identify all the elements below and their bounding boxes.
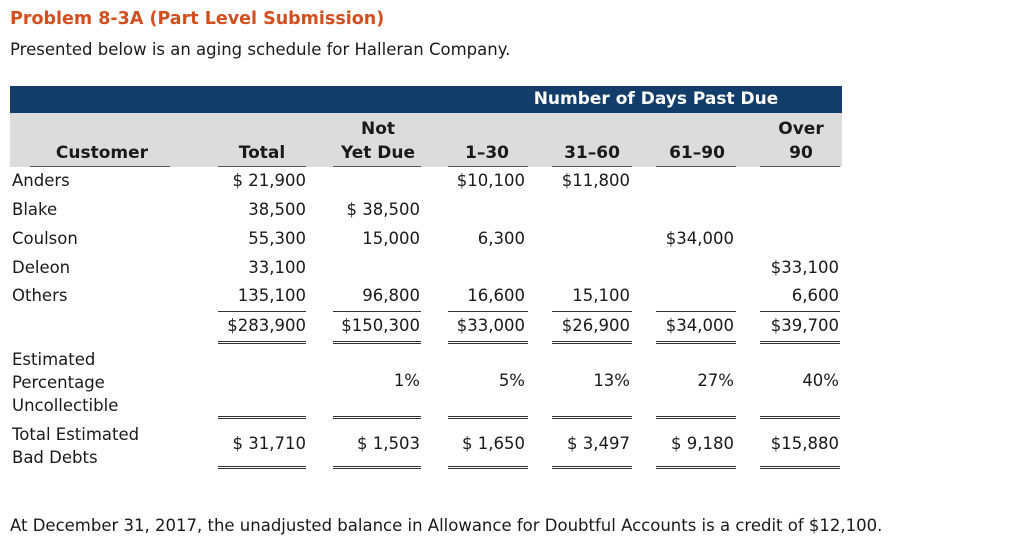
bad-debts-over-90: $15,880 <box>770 434 839 453</box>
row-customer: Others <box>12 286 68 305</box>
header-total: Total <box>238 143 286 163</box>
bad-debts-bottom-rule <box>656 466 736 469</box>
header-underline-1-30 <box>448 166 528 167</box>
banner-label: Number of Days Past Due <box>533 89 779 109</box>
subtotal-rule <box>448 311 528 312</box>
bad-debts-top-rule <box>333 416 421 419</box>
row-total: $ 21,900 <box>232 171 306 190</box>
row-customer: Coulson <box>12 229 78 248</box>
row-customer: Deleon <box>12 258 71 277</box>
problem-title: Problem 8-3A (Part Level Submission) <box>10 9 385 29</box>
totals-total: $283,900 <box>227 316 306 335</box>
header-over-line1: Over <box>778 119 824 139</box>
row-total: 135,100 <box>237 286 306 305</box>
subtotal-rule <box>760 311 840 312</box>
bad-debts-top-rule <box>760 416 840 419</box>
totals-double-rule <box>448 341 528 344</box>
header-underline-31-60 <box>552 166 632 167</box>
bad-debts-top-rule <box>656 416 736 419</box>
estimated-over-90: 40% <box>802 371 839 390</box>
row-not-yet-due: 15,000 <box>362 229 420 248</box>
header-underline-not-yet-due <box>333 166 421 167</box>
bad-debts-top-rule <box>552 416 632 419</box>
row-31-60: 15,100 <box>572 286 630 305</box>
bad-debts-label-line2: Bad Debts <box>12 448 98 467</box>
header-1-30: 1–30 <box>465 143 509 163</box>
subtotal-rule <box>333 311 421 312</box>
totals-not-yet-due: $150,300 <box>341 316 420 335</box>
header-31-60: 31–60 <box>564 143 620 163</box>
estimated-not-yet-due: 1% <box>393 371 420 390</box>
bad-debts-bottom-rule <box>552 466 632 469</box>
bad-debts-top-rule <box>218 416 306 419</box>
row-1-30: 16,600 <box>467 286 525 305</box>
totals-double-rule <box>656 341 736 344</box>
bad-debts-61-90: $ 9,180 <box>671 434 734 453</box>
bad-debts-1-30: $ 1,650 <box>462 434 525 453</box>
footer-text: At December 31, 2017, the unadjusted balance in Allowance for Doubtful Accounts is a credit of $12,100. <box>10 516 883 535</box>
bad-debts-31-60: $ 3,497 <box>567 434 630 453</box>
totals-double-rule <box>552 341 632 344</box>
days-past-due-banner <box>10 86 842 113</box>
totals-61-90: $34,000 <box>665 316 734 335</box>
row-customer: Anders <box>12 171 70 190</box>
header-not-line1: Not <box>360 119 396 139</box>
bad-debts-bottom-rule <box>448 466 528 469</box>
row-1-30: 6,300 <box>477 229 525 248</box>
row-total: 33,100 <box>248 258 306 277</box>
row-total: 55,300 <box>248 229 306 248</box>
header-underline-61-90 <box>656 166 736 167</box>
header-not-line2: Yet Due <box>340 143 416 163</box>
row-not-yet-due: $ 38,500 <box>346 200 420 219</box>
header-underline-customer <box>30 166 170 167</box>
totals-31-60: $26,900 <box>561 316 630 335</box>
row-61-90: $34,000 <box>665 229 734 248</box>
bad-debts-bottom-rule <box>218 466 306 469</box>
bad-debts-not-yet-due: $ 1,503 <box>357 434 420 453</box>
subtotal-rule <box>552 311 632 312</box>
subtotal-rule <box>656 311 736 312</box>
header-over-line2: 90 <box>789 143 813 163</box>
row-31-60: $11,800 <box>561 171 630 190</box>
estimated-1-30: 5% <box>498 371 525 390</box>
row-over-90: 6,600 <box>791 286 839 305</box>
estimated-61-90: 27% <box>697 371 734 390</box>
bad-debts-bottom-rule <box>333 466 421 469</box>
bad-debts-label-line1: Total Estimated <box>12 425 140 444</box>
header-underline-over-90 <box>760 166 840 167</box>
header-61-90: 61–90 <box>669 143 725 163</box>
header-underline-total <box>218 166 306 167</box>
totals-double-rule <box>218 341 306 344</box>
row-1-30: $10,100 <box>456 171 525 190</box>
totals-1-30: $33,000 <box>456 316 525 335</box>
estimated-label-line3: Uncollectible <box>12 396 119 415</box>
subtotal-rule <box>218 311 306 312</box>
totals-double-rule <box>760 341 840 344</box>
row-not-yet-due: 96,800 <box>362 286 420 305</box>
totals-double-rule <box>333 341 421 344</box>
header-customer: Customer <box>55 143 149 163</box>
estimated-label-line2: Percentage <box>12 373 105 392</box>
bad-debts-bottom-rule <box>760 466 840 469</box>
bad-debts-top-rule <box>448 416 528 419</box>
row-over-90: $33,100 <box>770 258 839 277</box>
intro-text: Presented below is an aging schedule for Halleran Company. <box>10 40 511 59</box>
estimated-label-line1: Estimated <box>12 350 96 369</box>
row-total: 38,500 <box>248 200 306 219</box>
totals-over-90: $39,700 <box>770 316 839 335</box>
estimated-31-60: 13% <box>593 371 630 390</box>
bad-debts-total: $ 31,710 <box>232 434 306 453</box>
row-customer: Blake <box>12 200 58 219</box>
